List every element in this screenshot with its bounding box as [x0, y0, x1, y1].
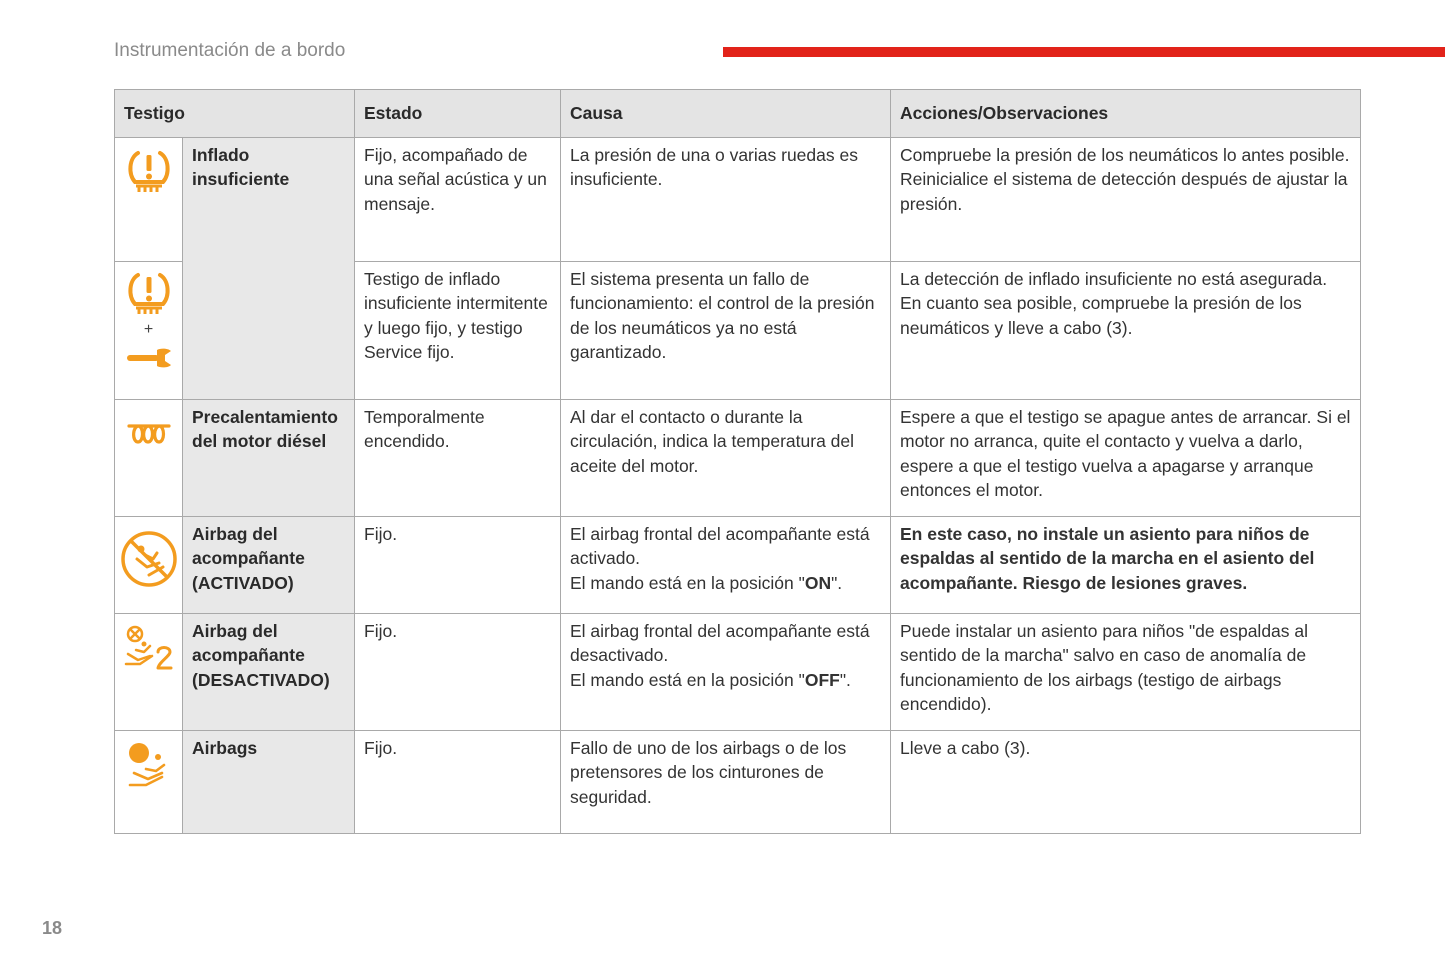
section-title: Instrumentación de a bordo — [114, 40, 346, 61]
column-header-causa: Causa — [561, 90, 891, 138]
wrench-icon — [124, 346, 174, 370]
causa-cell: El airbag frontal del acompañante está activado. El mando está en la posición "ON". — [561, 517, 891, 614]
icon-cell — [115, 731, 183, 834]
column-header-estado: Estado — [355, 90, 561, 138]
table-row — [115, 400, 1361, 517]
table-row — [115, 731, 1361, 834]
header-accent-bar — [723, 47, 1445, 57]
table-row — [115, 517, 1361, 614]
table-row — [115, 138, 1361, 262]
acciones-cell: Puede instalar un asiento para niños "de espaldas al sentido de la marcha" salvo en caso de anomalía de funcionamiento de los airbags (testigo de airbags encendido). — [891, 614, 1361, 731]
icon-cell — [115, 262, 183, 400]
acciones-cell: La detección de inflado insuficiente no está asegurada. En cuanto sea posible, compruebe la presión de los neumáticos y lleve a cabo (3). — [891, 262, 1361, 400]
table-header-row — [115, 90, 1361, 138]
warning-lights-table — [114, 89, 1361, 834]
estado-cell: Fijo. — [355, 614, 561, 731]
acciones-cell: Lleve a cabo (3). — [891, 731, 1361, 834]
switch-position-value: OFF — [804, 669, 840, 690]
acciones-cell: En este caso, no instale un asiento para niños de espaldas al sentido de la marcha en el asiento del acompañante. Riesgo de lesiones graves. — [891, 517, 1361, 614]
icon-cell — [115, 400, 183, 517]
estado-cell: Fijo. — [355, 517, 561, 614]
passenger-airbag-on-icon — [119, 529, 179, 589]
plus-sign: + — [143, 321, 154, 338]
page-number: 18 — [42, 918, 63, 938]
estado-cell: Fijo. — [355, 731, 561, 834]
causa-cell: Fallo de uno de los airbags o de los pretensores de los cinturones de seguridad. — [561, 731, 891, 834]
warning-name: Inflado insuficiente — [183, 138, 355, 400]
tire-pressure-warning-icon — [125, 146, 173, 198]
tire-pressure-warning-icon — [125, 268, 173, 320]
causa-cell: El airbag frontal del acompañante está desactivado. El mando está en la posición "OFF". — [561, 614, 891, 731]
causa-cell: Al dar el contacto o durante la circulación, indica la temperatura del aceite del motor. — [561, 400, 891, 517]
estado-cell: Fijo, acompañado de una señal acústica y un mensaje. — [355, 138, 561, 262]
icon-cell — [115, 517, 183, 614]
acciones-cell: Compruebe la presión de los neumáticos lo antes posible. Reinicialice el sistema de detección después de ajustar la presión. — [891, 138, 1361, 262]
icon-cell — [115, 138, 183, 262]
causa-cell: El sistema presenta un fallo de funcionamiento: el control de la presión de los neumáticos ya no está garantizado. — [561, 262, 891, 400]
column-header-testigo: Testigo — [115, 90, 355, 138]
warning-name: Precalentamiento del motor diésel — [183, 400, 355, 517]
passenger-airbag-off-icon — [122, 624, 176, 672]
glow-plug-icon — [126, 417, 172, 451]
causa-cell: La presión de una o varias ruedas es insuficiente. — [561, 138, 891, 262]
warning-name: Airbag del acompañante (DESACTIVADO) — [183, 614, 355, 731]
warning-name: Airbags — [183, 731, 355, 834]
icon-cell — [115, 614, 183, 731]
column-header-acciones: Acciones/Observaciones — [891, 90, 1361, 138]
estado-cell: Testigo de inflado insuficiente intermitente y luego fijo, y testigo Service fijo. — [355, 262, 561, 400]
acciones-cell: Espere a que el testigo se apague antes de arrancar. Si el motor no arranca, quite el contacto y vuelva a darlo, espere a que el testigo vuelva a apagarse y arranque entonces el motor. — [891, 400, 1361, 517]
table-row — [115, 614, 1361, 731]
airbags-warning-icon — [124, 739, 174, 789]
switch-position-value: ON — [804, 572, 832, 593]
warning-name: Airbag del acompañante (ACTIVADO) — [183, 517, 355, 614]
estado-cell: Temporalmente encendido. — [355, 400, 561, 517]
